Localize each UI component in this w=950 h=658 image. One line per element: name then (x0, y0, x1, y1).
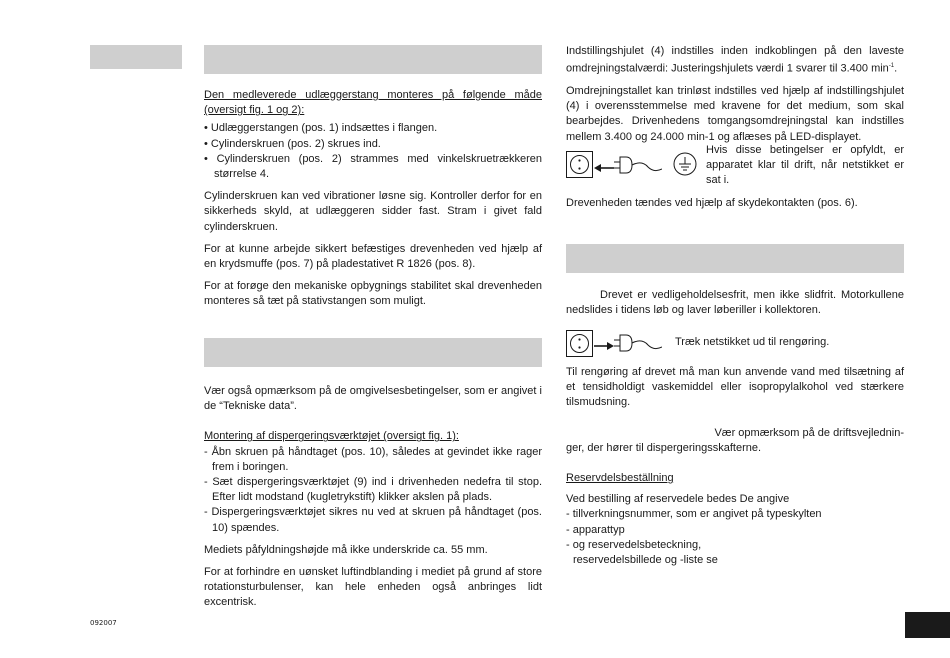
paragraph-end: ger, der hører til dispergeringsskafterne. (566, 441, 762, 454)
plug-icon (614, 332, 662, 354)
paragraph (566, 44, 904, 77)
plug-icon (614, 154, 662, 176)
paragraph: Omdrejningstallet kan trinløst indstilles ved hjælp af indstillingshjulet (4) i overensstemmelse med kravene for det medium, som skal bearbejdes. Drivenhedens tomgangsomdrejningstal kan indstilles mellem 3.400 og 24.000 min-1 og aflæses på LED-displayet. (566, 85, 904, 143)
maintenance-text: Drevet er vedligeholdelsesfrit, men ikke slidfrit. Motorkullene nedslides i tidens løb og laver løberiller i kollektoren. (566, 289, 904, 317)
ground-icon (673, 152, 697, 176)
right-column-bottom (566, 365, 904, 568)
arrow-right-icon (594, 338, 614, 348)
paragraph: Cylinderskruen kan ved vibrationer løsne sig. Kontroller derfor for en sikkerheds skyld, at udlæggeren sidder fast. Stram i givet fald cylinderskruen. (204, 190, 542, 233)
section-header-bar (566, 244, 904, 273)
corner-gray-box (90, 45, 182, 69)
right-column-top (566, 44, 904, 145)
paragraph-start: Vær opmærksom på de driftsvejlednin- (714, 426, 904, 439)
section-header-bar (204, 45, 542, 74)
paragraph: For at forøge den mekaniske opbygnings stabilitet skal drevenheden monteres så tæt på stativstangen som muligt. (204, 280, 542, 308)
paragraph: Drevenheden tændes ved hjælp af skydekontakten (pos. 6). (566, 197, 858, 209)
condition-text: Hvis disse betingelser er opfyldt, er apparatet klar til drift, når netstikket er sat i. (706, 144, 904, 187)
paragraph: For at kunne arbejde sikkert befæstiges drevenheden ved hjælp af en krydsmuffe (pos. 7) på pladestativet R 1826 (pos. 8). (204, 242, 542, 271)
socket-icon (566, 330, 593, 357)
paragraph: For at forhindre en uønsket luftindblanding i mediet på grund af store rotationsturbulenser, kan hele enheden også anbringes lidt excentrisk. (204, 566, 542, 609)
bullet: • Udlæggerstangen (pos. 1) indsættes i flangen. (204, 122, 438, 135)
page-tab (905, 612, 950, 638)
list-item: reservedelsbillede og -liste se (573, 554, 718, 567)
bullet: • Cylinderskruen (pos. 2) skrues ind. (204, 137, 381, 150)
list-item: - Sæt dispergeringsværktøjet (9) ind i drivenheden nedefra til stop. Efter lidt modstand (kugletrykstift) klikker akslen på plads. (204, 476, 542, 504)
unplug-text: Træk netstikket ud til rengøring. (675, 336, 830, 348)
footer-code: 092007 (90, 619, 117, 627)
list-item: - Dispergeringsværktøjet sikres nu ved at skruen på håndtaget (pos. 10) spændes. (204, 506, 542, 534)
speed-text: Indstillingshjulet (4) indstilles inden indkoblingen på den laveste omdrejningstalværdi: Justeringshjulets værdi 1 svarer til 3.400 min (566, 45, 904, 75)
list-item: - Åbn skruen på håndtaget (pos. 10), således at gevindet ikke rager frem i boringen. (204, 445, 542, 473)
subheading: Reservdelsbeställning (566, 472, 674, 485)
paragraph: Ved bestilling af reservedele bedes De angive (566, 493, 790, 506)
arrow-left-icon (594, 160, 614, 170)
subheading: Montering af dispergeringsværktøjet (oversigt fig. 1): (204, 430, 459, 443)
list-item: - og reservedelsbeteckning, (566, 538, 702, 551)
superscript: -1 (888, 63, 895, 70)
period: . (894, 62, 898, 75)
section-header-bar (204, 338, 542, 367)
list-item: - apparattyp (566, 523, 625, 536)
paragraph: Mediets påfyldningshøjde må ikke underskride ca. 55 mm. (204, 543, 488, 556)
paragraph: Den medleverede udlæggerstang monteres på følgende måde (oversigt fig. 1 og 2): (204, 89, 542, 117)
left-column-bottom (204, 384, 542, 611)
paragraph: Vær også opmærksom på de omgivelsesbetingelser, som er angivet i de “Tekniske data”. (204, 385, 542, 413)
bullet: • Cylinderskruen (pos. 2) strammes med vinkelskruetrækkeren størrelse 4. (204, 152, 542, 181)
socket-icon (566, 151, 593, 178)
paragraph: Til rengøring af drevet må man kun anvende vand med tilsætning af et tensidholdigt vaskemiddel eller isopropylalkohol ved stærkere tilsmudsning. (566, 366, 904, 409)
left-column-top (204, 88, 542, 310)
list-item: - tillverkningsnummer, som er angivet på typeskylten (566, 508, 822, 521)
